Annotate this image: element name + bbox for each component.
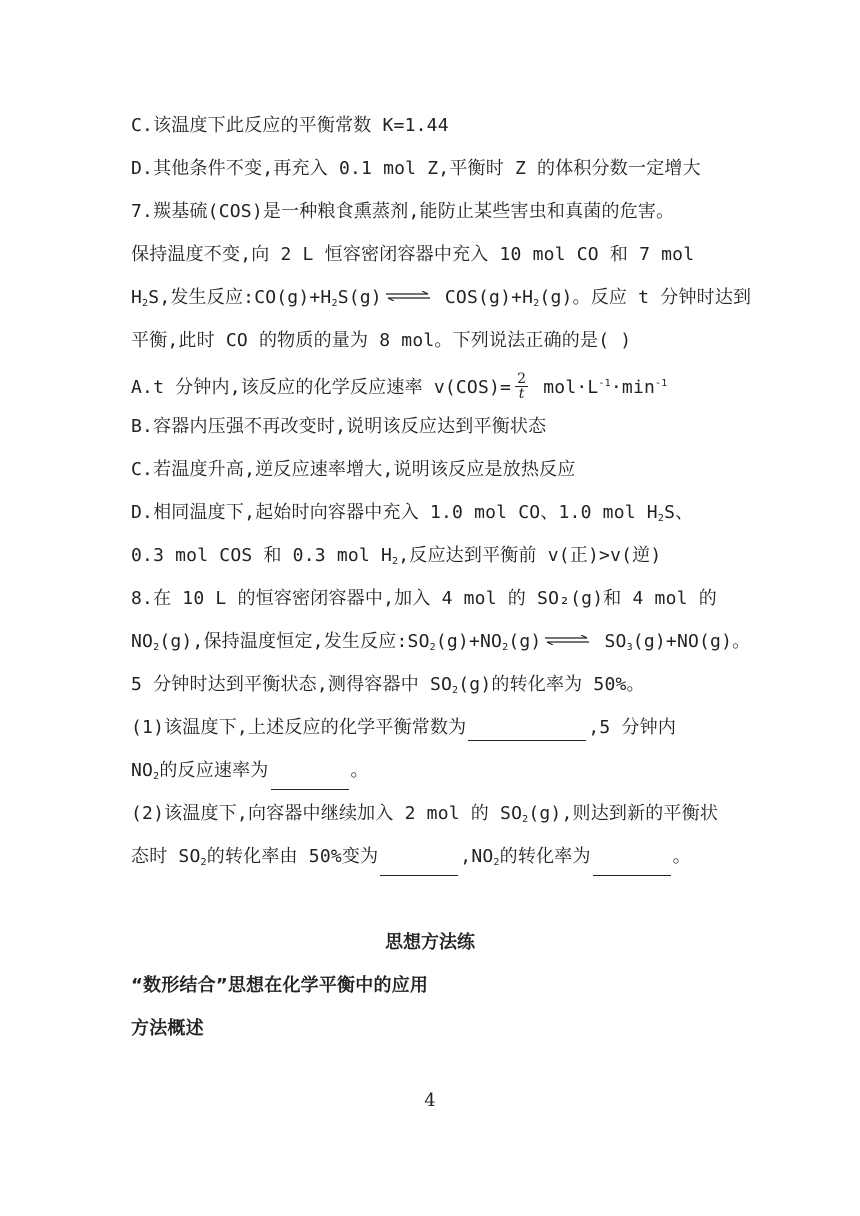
text: H — [131, 287, 143, 308]
question-8-part2 — [131, 801, 718, 833]
superscript: -1 — [598, 378, 611, 389]
option-d-q7 — [131, 500, 693, 532]
text: ,反应达到平衡前 v(正)>v(逆) — [398, 545, 662, 566]
text: C.若温度升高,逆反应速率增大,说明该反应是放热反应 — [131, 459, 576, 480]
text: S,发生反应:CO(g)+H — [148, 287, 332, 308]
text: (g)+NO — [435, 631, 503, 652]
subscript: 2 — [657, 513, 665, 524]
text: ,5 分钟内 — [588, 717, 677, 738]
text: D.其他条件不变,再充入 0.1 mol Z,平衡时 Z 的体积分数一定增大 — [131, 158, 701, 179]
question-7-reaction — [131, 285, 751, 317]
text: 。 — [350, 760, 369, 781]
subscript: 2 — [142, 298, 149, 309]
subscript: 2 — [392, 556, 399, 567]
subscript: 2 — [153, 771, 160, 782]
denominator: t — [518, 385, 525, 402]
text: 0.3 mol COS 和 0.3 mol H — [131, 545, 393, 566]
text: mol·L — [532, 377, 599, 398]
text: 态时 SO — [131, 846, 201, 867]
text: 的反应速率为 — [159, 760, 269, 781]
text: 。 — [672, 846, 691, 867]
text: COS(g)+H — [433, 287, 534, 308]
question-8-part1 — [131, 715, 676, 741]
method-heading: 方法概述 — [131, 1018, 204, 1039]
question-8-reaction — [131, 629, 750, 661]
text: (g),保持温度恒定,发生反应:SO — [159, 631, 430, 652]
subscript: 2 — [331, 298, 338, 309]
text: S(g) — [337, 287, 382, 308]
text: (2)该温度下,向容器中继续加入 2 mol 的 SO — [131, 803, 523, 824]
question-7-line4 — [131, 328, 631, 354]
page-number: 4 — [424, 1090, 436, 1111]
question-7-stem — [131, 199, 674, 225]
fraction — [515, 372, 528, 401]
question-8-line3 — [131, 672, 645, 704]
question-8-stem — [131, 586, 717, 612]
text: (g)的转化率为 50%。 — [458, 674, 645, 695]
option-d-q6 — [131, 156, 701, 182]
question-7-line2 — [131, 242, 694, 268]
text: (1)该温度下,上述反应的化学平衡常数为 — [131, 717, 467, 738]
text: 保持温度不变,向 2 L 恒容密闭容器中充入 10 mol CO 和 7 mol — [131, 244, 695, 265]
superscript: -1 — [655, 378, 668, 389]
answer-blank[interactable] — [468, 722, 586, 741]
subscript: 3 — [626, 642, 633, 653]
subscript: 2 — [522, 814, 529, 825]
text: C.该温度下此反应的平衡常数 K=1.44 — [131, 115, 449, 136]
answer-blank[interactable] — [271, 771, 349, 790]
section-title: 思想方法练 — [385, 932, 475, 953]
text: NO — [131, 760, 154, 781]
question-8-part2-cont — [131, 844, 691, 876]
text: (g)。反应 t 分钟时达到 — [539, 287, 752, 308]
equilibrium-arrow-icon — [545, 635, 589, 645]
text: B.容器内压强不再改变时,说明该反应达到平衡状态 — [131, 416, 547, 437]
text: (g)+NO(g)。 — [632, 631, 751, 652]
text: ·min — [610, 377, 656, 398]
text: ,NO — [460, 846, 494, 867]
subscript: 2 — [200, 857, 207, 868]
text: 5 分钟时达到平衡状态,测得容器中 SO — [131, 674, 453, 695]
text: (g) — [508, 631, 542, 652]
subscript: 2 — [429, 642, 436, 653]
option-c-q6 — [131, 113, 449, 139]
option-b-q7 — [131, 414, 546, 440]
option-a-q7 — [131, 371, 668, 403]
subscript: 2 — [533, 298, 540, 309]
text: S、 — [664, 502, 694, 523]
text: NO — [131, 631, 154, 652]
question-8-part1-cont — [131, 758, 369, 790]
subscript: 2 — [452, 685, 459, 696]
numerator: 2 — [517, 370, 527, 387]
text: 7.羰基硫(COS)是一种粮食熏蒸剂,能防止某些害虫和真菌的危害。 — [131, 201, 675, 222]
subscript: 2 — [493, 857, 500, 868]
answer-blank[interactable] — [593, 857, 671, 876]
option-c-q7 — [131, 457, 576, 483]
subscript: 2 — [502, 642, 509, 653]
equilibrium-arrow-icon — [386, 291, 430, 301]
subscript: 2 — [153, 642, 160, 653]
answer-blank[interactable] — [380, 857, 458, 876]
text: 的转化率为 — [499, 846, 591, 867]
text: 的转化率由 50%变为 — [206, 846, 379, 867]
text: SO — [593, 631, 627, 652]
text: (g),则达到新的平衡状 — [528, 803, 719, 824]
text: A.t 分钟内,该反应的化学反应速率 v(COS)= — [131, 377, 512, 398]
text: 8.在 10 L 的恒容密闭容器中,加入 4 mol 的 SO₂(g)和 4 mol 的 — [131, 588, 717, 609]
text: 平衡,此时 CO 的物质的量为 8 mol。下列说法正确的是( ) — [131, 330, 632, 351]
section-subtitle: “数形结合”思想在化学平衡中的应用 — [131, 975, 429, 996]
option-d-q7-cont — [131, 543, 661, 575]
text: D.相同温度下,起始时向容器中充入 1.0 mol CO、1.0 mol H — [131, 502, 658, 523]
